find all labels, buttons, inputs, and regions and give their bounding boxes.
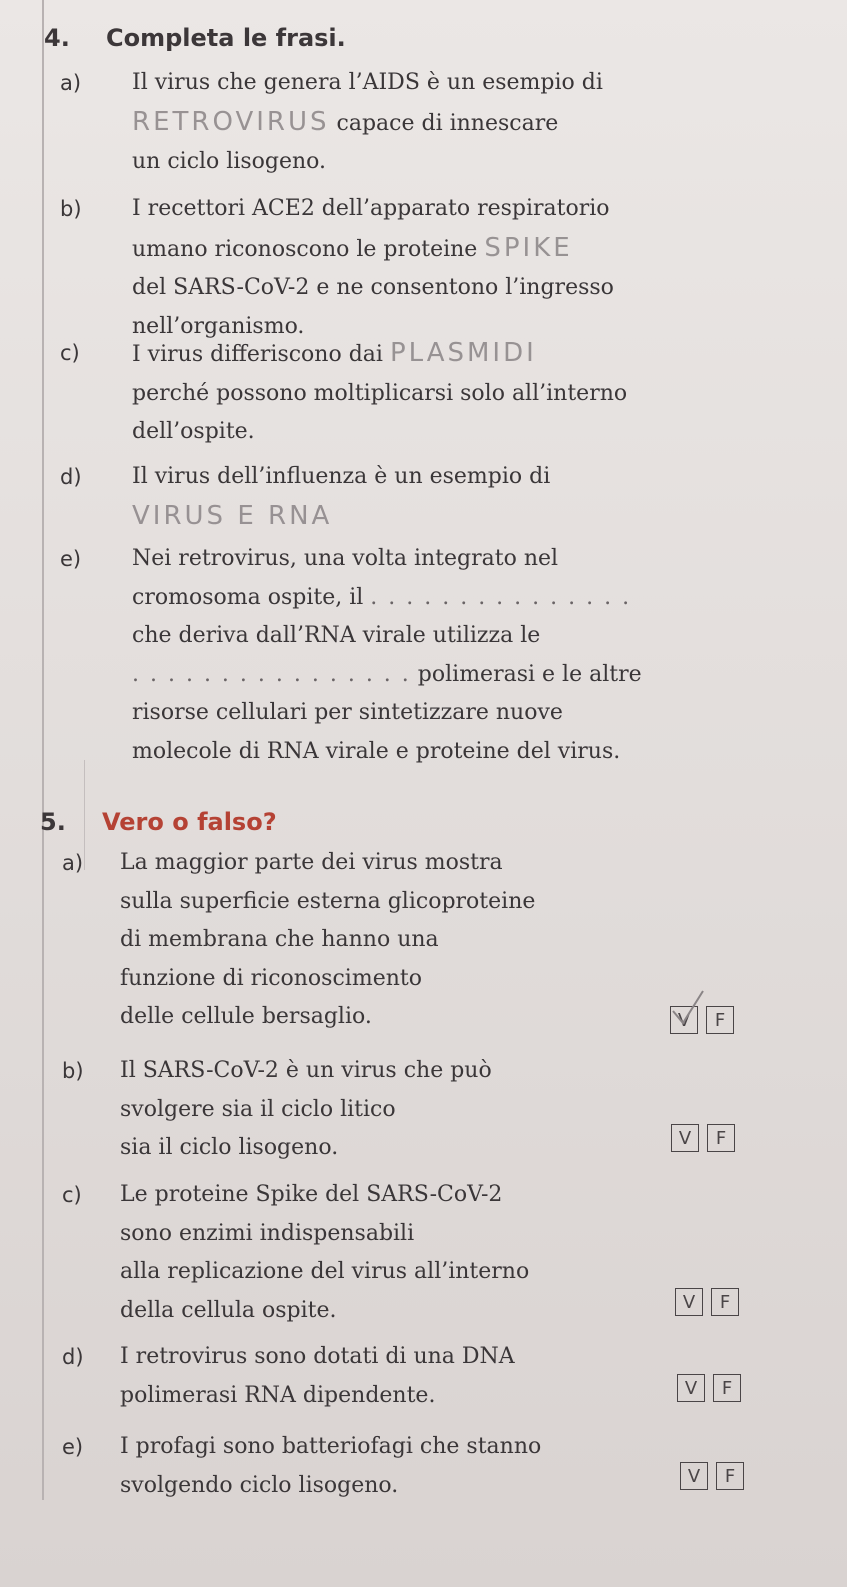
false-checkbox[interactable]: F — [711, 1288, 739, 1316]
tf-choice-b — [671, 1124, 735, 1152]
item-text: perché possono moltiplicarsi solo all’interno — [132, 380, 628, 406]
item-letter: c) — [62, 1183, 82, 1207]
item-text: molecole di RNA virale e proteine del virus. — [132, 738, 621, 764]
item-text: Il virus dell’influenza è un esempio di — [132, 464, 551, 489]
item-letter: e) — [62, 1435, 84, 1459]
blank-line[interactable]: . . . . . . . . . . . . . . . — [370, 584, 632, 610]
item-text: Nei retrovirus, una volta integrato nel — [132, 546, 559, 571]
item-text: sulla superficie esterna glicoproteine — [120, 888, 536, 914]
margin-rule — [42, 0, 44, 1500]
blank-line[interactable]: . . . . . . . . . . . . . . . . — [132, 661, 411, 687]
item-letter: b) — [62, 1059, 84, 1083]
item-text: Le proteine Spike del SARS-CoV-2 — [120, 1182, 503, 1207]
false-checkbox[interactable]: F — [707, 1124, 735, 1152]
item-letter: c) — [60, 341, 80, 365]
exercise-5-heading — [40, 808, 277, 836]
item-text: polimerasi RNA dipendente. — [120, 1382, 436, 1408]
tf-choice-d — [677, 1374, 741, 1402]
exercise-title: Vero o falso? — [102, 808, 277, 836]
item-text: dell’ospite. — [132, 419, 255, 444]
item-letter: b) — [60, 197, 82, 221]
handwritten-answer[interactable]: RETROVIRUS — [132, 106, 330, 137]
item-text: polimerasi e le altre — [417, 661, 642, 687]
item-text: di membrana che hanno una — [120, 927, 439, 952]
true-checkbox[interactable]: V — [675, 1288, 703, 1316]
item-text: alla replicazione del virus all’interno — [120, 1259, 530, 1284]
item-text: Il virus che genera l’AIDS è un esempio di — [132, 70, 603, 95]
item-text: La maggior parte dei virus mostra — [120, 850, 503, 875]
handwritten-answer[interactable]: PLASMIDI — [389, 338, 537, 368]
item-text: I profagi sono batteriofagi che stanno — [120, 1434, 542, 1459]
item-text: cromosoma ospite, il — [132, 584, 364, 610]
item-text: delle cellule bersaglio. — [120, 1004, 372, 1029]
item-letter: d) — [62, 1345, 84, 1369]
item-text: funzione di riconoscimento — [120, 965, 422, 991]
item-text: del SARS-CoV-2 e ne consentono l’ingresso — [132, 275, 614, 300]
item-text: capace di innescare — [336, 110, 559, 136]
item-letter: d) — [60, 465, 82, 489]
item-text: svolgere sia il ciclo litico — [120, 1096, 396, 1122]
item-text: Il SARS-CoV-2 è un virus che può — [120, 1058, 492, 1083]
false-checkbox[interactable]: F — [713, 1374, 741, 1402]
item-text: risorse cellulari per sintetizzare nuove — [132, 700, 563, 725]
item-letter: a) — [62, 851, 84, 875]
handwritten-answer[interactable]: VIRUS E RNA — [132, 500, 333, 531]
true-checkbox[interactable]: V — [670, 1006, 698, 1034]
item-text: umano riconoscono le proteine — [132, 236, 478, 262]
true-checkbox[interactable]: V — [671, 1124, 699, 1152]
tf-choice-e — [680, 1462, 744, 1490]
item-text: svolgendo ciclo lisogeno. — [120, 1472, 399, 1498]
item-text: un ciclo lisogeno. — [132, 149, 327, 174]
false-checkbox[interactable]: F — [716, 1462, 744, 1490]
item-text: sono enzimi indispensabili — [120, 1220, 415, 1246]
item-text: I virus differiscono dai — [132, 342, 383, 367]
false-checkbox[interactable]: F — [706, 1006, 734, 1034]
exercise-title: Completa le frasi. — [106, 24, 346, 52]
item-text: sia il ciclo lisogeno. — [120, 1135, 339, 1160]
item-text: della cellula ospite. — [120, 1297, 337, 1323]
true-checkbox[interactable]: V — [680, 1462, 708, 1490]
exercise-4-heading — [44, 24, 346, 52]
handwritten-answer[interactable]: SPIKE — [484, 232, 573, 263]
item-text: I recettori ACE2 dell’apparato respiratorio — [132, 196, 610, 221]
item-letter: e) — [60, 547, 82, 571]
exercise-number: 5. — [40, 808, 66, 836]
item-text: che deriva dall’RNA virale utilizza le — [132, 623, 541, 648]
exercise-number: 4. — [44, 24, 70, 52]
item-text: nell’organismo. — [132, 313, 305, 339]
check-mark-icon — [667, 989, 707, 1029]
item-letter: a) — [60, 71, 82, 95]
item-text: I retrovirus sono dotati di una DNA — [120, 1344, 515, 1369]
tf-choice-c — [675, 1288, 739, 1316]
tf-choice-a — [670, 1006, 734, 1034]
true-checkbox[interactable]: V — [677, 1374, 705, 1402]
